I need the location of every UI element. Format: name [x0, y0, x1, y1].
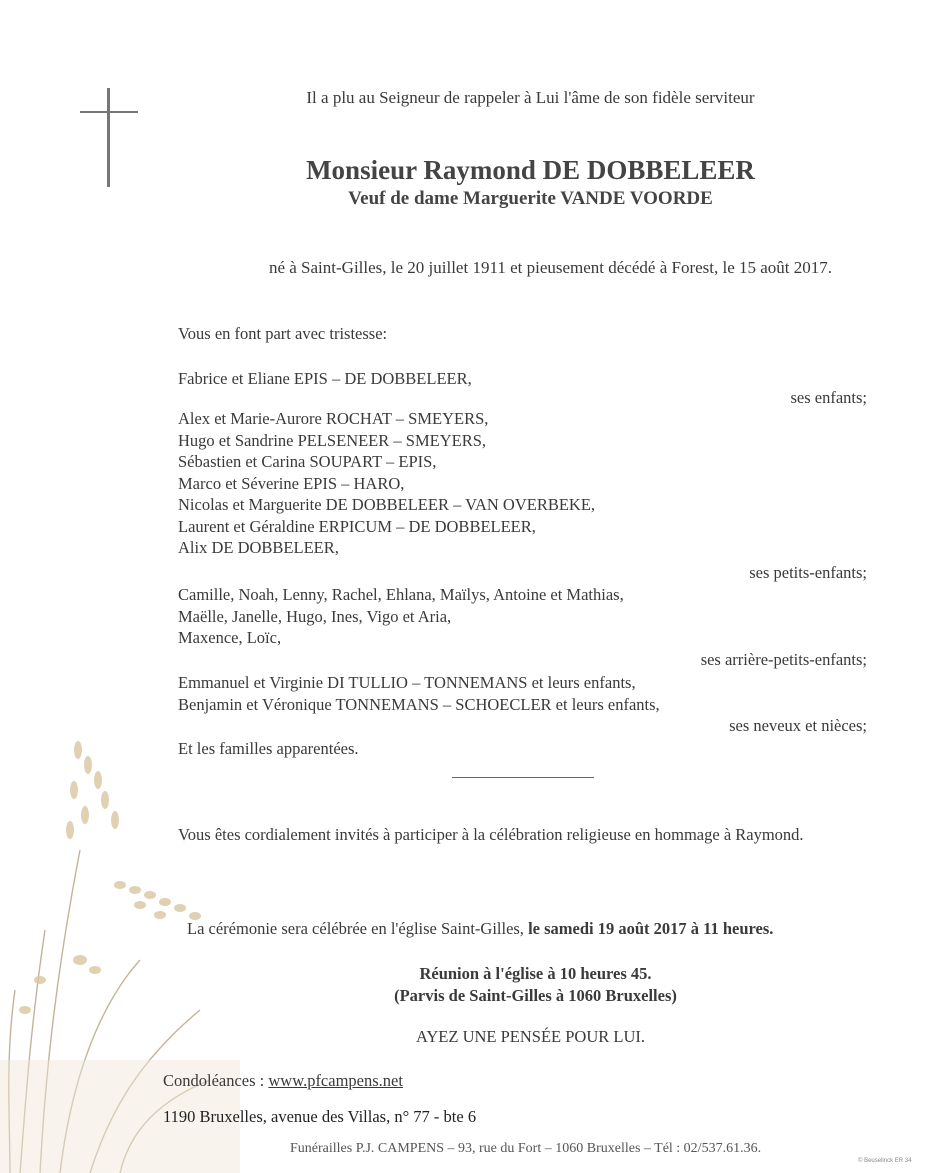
- list-item: Sébastien et Carina SOUPART – EPIS,: [178, 452, 437, 471]
- copyright-note: © Beuselinck ER 34: [858, 1158, 912, 1164]
- divider: [452, 777, 594, 778]
- deceased-name: Monsieur Raymond DE DOBBELEER: [306, 155, 755, 185]
- list-item: Benjamin et Véronique TONNEMANS – SCHOECLER et leurs enfants,: [178, 694, 660, 714]
- list-item: Alex et Marie-Aurore ROCHAT – SMEYERS,: [178, 409, 489, 428]
- announcement: Vous en font part avec tristesse:: [178, 324, 388, 343]
- ceremony-text: La cérémonie sera célébrée en l'église Saint-Gilles,: [187, 919, 524, 938]
- funeral-home-line: Funérailles P.J. CAMPENS – 93, rue du Fort – 1060 Bruxelles – Tél : 02/537.61.36.: [290, 1141, 762, 1156]
- condolences-line: [163, 1071, 403, 1091]
- list-item: Laurent et Géraldine ERPICUM – DE DOBBELEER,: [178, 516, 536, 536]
- list-item: Fabrice et Eliane EPIS – DE DOBBELEER,: [178, 369, 472, 388]
- relation-children: ses enfants;: [790, 388, 867, 407]
- birth-death-line: né à Saint-Gilles, le 20 juillet 1911 et pieusement décédé à Forest, le 15 août 2017.: [268, 258, 833, 277]
- list-item: Maëlle, Janelle, Hugo, Ines, Vigo et Aria,: [178, 606, 452, 626]
- great-grandchildren-list: [178, 584, 624, 649]
- list-item: Emmanuel et Virginie DI TULLIO – TONNEMANS et leurs enfants,: [178, 673, 636, 692]
- condolences-link[interactable]: www.pfcampens.net: [268, 1071, 403, 1090]
- address-line: 1190 Bruxelles, avenue des Villas, n° 77 - bte 6: [163, 1107, 477, 1126]
- relation-great-grandchildren: ses arrière-petits-enfants;: [700, 650, 867, 669]
- list-item: Maxence, Loïc,: [178, 628, 282, 647]
- meeting-time: Réunion à l'église à 10 heures 45.: [419, 964, 652, 983]
- list-item: Marco et Séverine EPIS – HARO,: [178, 473, 405, 493]
- meeting-place: (Parvis de Saint-Gilles à 1060 Bruxelles): [394, 986, 677, 1005]
- list-item: Hugo et Sandrine PELSENEER – SMEYERS,: [178, 430, 486, 450]
- condolences-label: Condoléances :: [163, 1071, 265, 1090]
- intro-text: Il a plu au Seigneur de rappeler à Lui l'âme de son fidèle serviteur: [306, 88, 755, 107]
- families-line: Et les familles apparentées.: [178, 739, 359, 758]
- meeting-info: [65, 963, 941, 1007]
- widow-of: Veuf de dame Marguerite VANDE VOORDE: [348, 188, 713, 209]
- children-list: [178, 368, 472, 390]
- list-item: Camille, Noah, Lenny, Rachel, Ehlana, Maïlys, Antoine et Mathias,: [178, 585, 624, 604]
- relation-nephews-nieces: ses neveux et nièces;: [729, 716, 867, 735]
- invitation-text: Vous êtes cordialement invités à participer à la célébration religieuse en hommage à Raymond.: [178, 825, 804, 844]
- list-item: Nicolas et Marguerite DE DOBBELEER – VAN OVERBEKE,: [178, 495, 596, 514]
- ceremony-date: le samedi 19 août 2017 à 11 heures.: [528, 919, 774, 938]
- grandchildren-list: [178, 408, 595, 559]
- ceremony-line: [187, 919, 773, 939]
- thought-line: AYEZ UNE PENSÉE POUR LUI.: [415, 1027, 646, 1046]
- relation-grandchildren: ses petits-enfants;: [749, 563, 867, 582]
- nephews-nieces-list: [178, 672, 660, 715]
- list-item: Alix DE DOBBELEER,: [178, 538, 339, 557]
